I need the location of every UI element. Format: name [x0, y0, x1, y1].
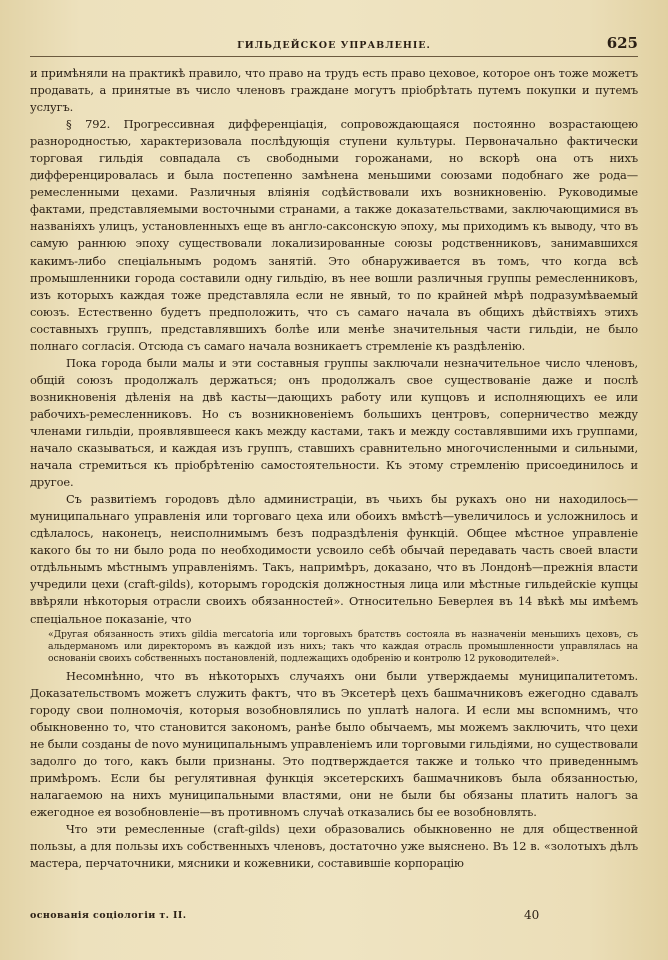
page-header: [30, 34, 638, 57]
page-footer: [30, 908, 638, 928]
block-quote: «Другая обязанность этихъ gildia mercatoria или торговыхъ братствъ состояла въ назначенiи меньшихъ цеховъ, съ альдерманомъ или директоромъ въ каждой изъ нихъ; такъ что каждая отрасль промышленности управлялась на основанiи своихъ собственныхъ постановленiй, подлежащихъ одобренiю и контролю 12 руководителей».: [48, 628, 638, 665]
paragraph-section-792: § 792. Прогрессивная дифференцiацiя, сопровождающаяся постоянно возрастающею разнородностью, характеризовала послѣдующiя ступени культуры. Первоначально фактически торговая гильдiя совпадала съ свободными горожанами, но вскорѣ она отъ нихъ дифференцировалась и была постепенно замѣнена меньшими союзами подобнаго же рода—ремесленными цехами. Различныя влiянiя содѣйствовали ихъ возникновенiю. Руководимые фактами, представляемыми восточными странами, а также доказательствами, заключающимися въ названiяхъ улицъ, установленныхъ еще въ англо-саксонскую эпоху, мы приходимъ къ выводу, что въ самую раннюю эпоху существовали локализированные союзы родственниковъ, занимавшихся какимъ-либо спецiальнымъ родомъ занятiй. Это обнаруживается въ томъ, что когда всѣ промышленники города составили одну гильдiю, въ нее вошли различныя группы ремесленниковъ, изъ которыхъ каждая тоже представляла если не явный, то по крайней мѣрѣ подразумѣваемый союзъ. Естественно будетъ предположить, что съ самаго начала въ общихъ дѣйствiяхъ этихъ составныхъ группъ, представлявшихъ болѣе или менѣе значительныя части гильдiи, не было полнаго согласiя. Отсюда съ самаго начала возникаетъ стремленiе къ раздѣленiю.: [30, 117, 638, 353]
running-title: ГИЛЬДЕЙСКОЕ УПРАВЛЕНIЕ.: [237, 40, 431, 51]
paragraph-continuation: и примѣняли на практикѣ правило, что право на трудъ есть право цеховое, которое онъ тоже можетъ продавать, а принятые въ число членовъ граждане могутъ прiобрѣтать путемъ покупки и путемъ услугъ.: [30, 66, 638, 115]
paragraph: Съ развитiемъ городовъ дѣло администрацiи, въ чьихъ бы рукахъ оно ни находилось—муниципальнаго управленiя или торговаго цеха или обоихъ вмѣстѣ—увеличилось и усложнилось и сдѣлалось, наконецъ, неисполнимымъ безъ подраздѣленiя функцiй. Общее мѣстное управленiе какого бы то ни было рода по необходимости усвоило себѣ обычай передавать часть своей власти отдѣльнымъ мѣстнымъ управленiямъ. Такъ, напримѣръ, доказано, что въ Лондонѣ—прежнiя власти учредили цехи (craft-gilds), которымъ городскiя должностныя лица или мѣстные гильдейскiе купцы ввѣряли нѣкоторыя отрасли своихъ обязанностей». Относительно Беверлея въ 14 вѣкѣ мы имѣемъ спецiальное показанiе, что: [30, 492, 638, 626]
paragraph: Несомнѣнно, что въ нѣкоторыхъ случаяхъ они были утверждаемы муниципалитетомъ. Доказательствомъ можетъ служить фактъ, что въ Эксетерѣ цехъ башмачниковъ ежегодно сдавалъ городу свои полномочiя, которыя возобновлялись по уплатѣ налога. И если мы вспомнимъ, что обыкновенно то, что становится закономъ, ранѣе было обычаемъ, мы можемъ заключить, что цехи не были созданы de novo муниципальнымъ управленiемъ или торговыми гильдiями, но существовали задолго до того, какъ были признаны. Это подтверждается также и только что приведеннымъ примѣромъ. Если бы регулятивная функцiя эксетерскихъ башмачниковъ была обязанностью, налагаемою на нихъ муниципальными властями, они не были бы обязаны платить налогъ за ежегодное ея возобновленiе—въ противномъ случаѣ отказались бы ее возобновлять.: [30, 668, 638, 820]
page-number: 625: [606, 34, 638, 52]
paragraph: Что эти ремесленные (craft-gilds) цехи образовались обыкновенно не для общественной пользы, а для пользы ихъ собственныхъ членовъ, достаточно уже выяснено. Въ 12 в. «золотыхъ дѣлъ мастера, перчаточники, мясники и кожевники, составившiе корпорацiю: [30, 822, 638, 871]
paragraph: Пока города были малы и эти составныя группы заключали незначительное число членовъ, общiй союзъ продолжалъ держаться; онъ продолжалъ свое существованiе даже и послѣ возникновенiя дѣленiя на двѣ касты—дающихъ работу или купцовъ и исполняющихъ ее или рабочихъ-ремесленниковъ. Но съ возникновенiемъ большихъ центровъ, соперничество между членами гильдiи, проявлявшееся какъ между кастами, такъ и между составлявшими ихъ группами, начало сказываться, и каждая изъ группъ, ставшихъ сравнительно многочисленными и сильными, начала стремиться къ прiобрѣтенiю самостоятельности. Къ этому стремленiю присоединилось и другое.: [30, 355, 638, 490]
body-text: [30, 65, 638, 872]
sheet-number: 40: [524, 908, 540, 922]
signature-mark: основанiя соцiологiи т. II.: [30, 910, 187, 921]
